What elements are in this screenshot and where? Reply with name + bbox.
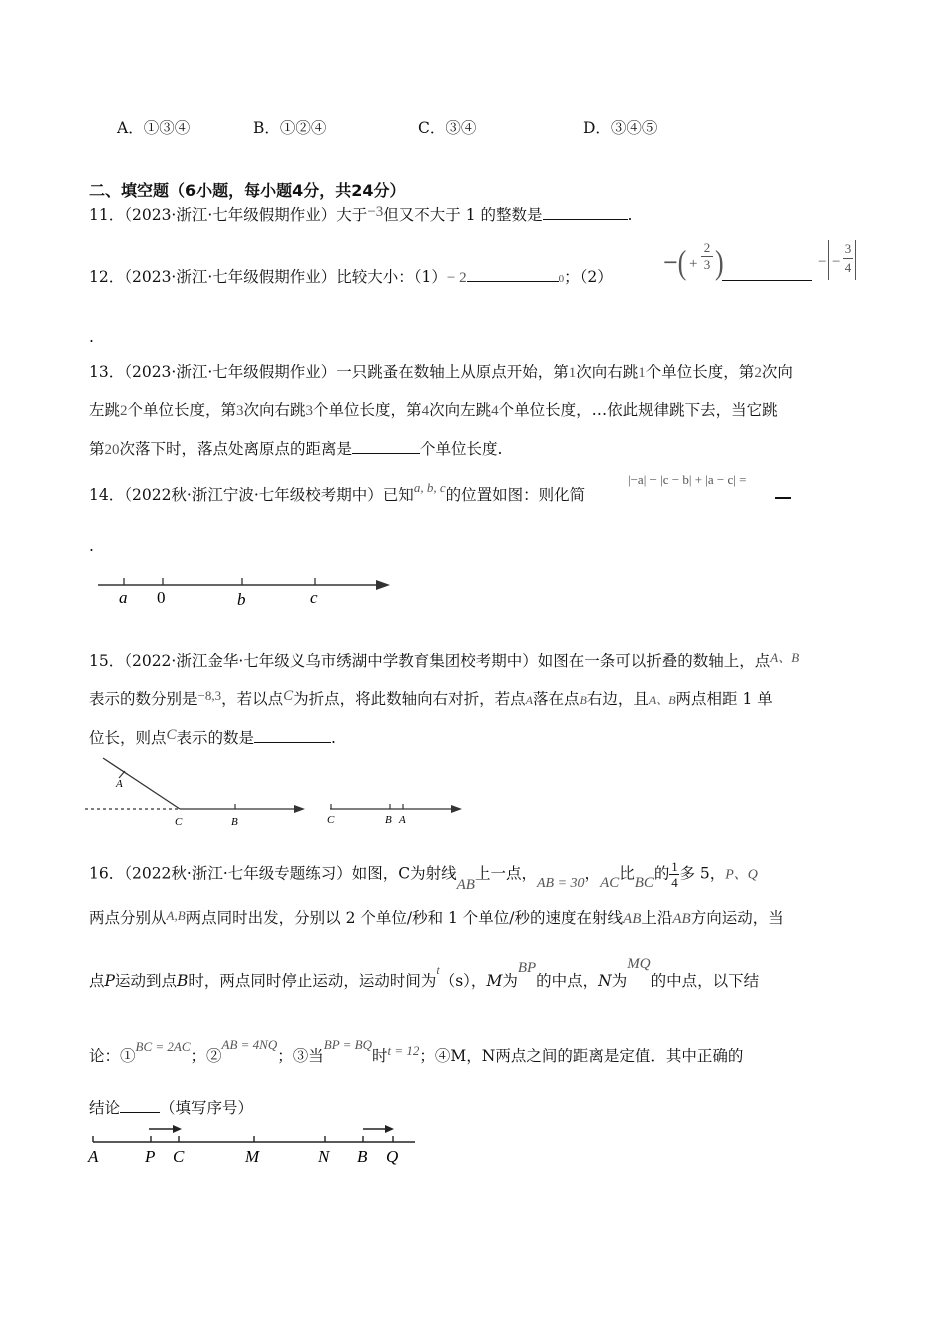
q12-fraction-2 bbox=[843, 240, 853, 277]
q12-fraction-1 bbox=[701, 240, 713, 273]
q13-line-1 bbox=[89, 362, 793, 383]
q15-l3a: 位长，则点 bbox=[89, 729, 167, 747]
q16-m11: t bbox=[436, 963, 440, 977]
q12-text-1: 比较大小：（1） bbox=[336, 268, 447, 286]
q13-l2d: 个单位长度，第 bbox=[313, 401, 422, 419]
q16-fig-label-b: B bbox=[357, 1147, 368, 1166]
q16-m3: AC bbox=[600, 874, 620, 891]
q13-n3: 2 bbox=[754, 365, 762, 381]
q16-l2b: 两点同时出发，分别以 2 个单位/秒和 1 个单位/秒的速度在射线 bbox=[185, 909, 624, 927]
q16-m19: t = 12 bbox=[387, 1043, 420, 1058]
q14-source: （2022秋·浙江宁波·七年级校考期中） bbox=[124, 486, 383, 504]
q16-l5a: 结论 bbox=[89, 1099, 121, 1117]
q13-l1c: 个单位长度，第 bbox=[645, 363, 755, 381]
q15-l1a: 15．（2022·浙江金华·七年级义乌市绣湖中学教育集团校考期中）如图在一条可以折叠的数轴上，点 bbox=[89, 652, 771, 670]
q14-answer-blank bbox=[775, 497, 791, 499]
q16-m16: BC = 2AC bbox=[135, 1039, 191, 1054]
q16-l2c: 上沿 bbox=[641, 909, 673, 927]
q15-fig1-label-a: A bbox=[116, 778, 123, 790]
question-12 bbox=[89, 265, 613, 289]
q16-l3d: （s）， bbox=[439, 972, 487, 990]
q15-line-2 bbox=[89, 689, 773, 710]
q15-l2a: 表示的数分别是 bbox=[89, 690, 198, 708]
q13-l2e: 次向左跳 bbox=[429, 401, 492, 419]
q11-num: 11． bbox=[89, 206, 125, 224]
q12-minus-2: − bbox=[832, 254, 841, 270]
q15-l2b: ，若以点 bbox=[221, 690, 284, 708]
q16-l4c: ；③当 bbox=[277, 1047, 324, 1065]
q16-line-3 bbox=[89, 956, 760, 992]
q14-label-a: a bbox=[119, 588, 128, 607]
q13-l2b: 个单位长度，第 bbox=[127, 401, 237, 419]
q15-m1: A、B bbox=[770, 650, 800, 665]
q16-m7: AB bbox=[623, 911, 642, 927]
q15-fig2-label-c: C bbox=[327, 814, 335, 826]
q16-m4: BC bbox=[634, 874, 654, 891]
q12-math-1: − 2 bbox=[446, 270, 467, 286]
q14-text-1: 已知 bbox=[382, 486, 414, 504]
q16-m6: A,B bbox=[166, 908, 186, 923]
q12-blank-2 bbox=[722, 280, 812, 281]
q16-fig-label-q: Q bbox=[386, 1147, 399, 1166]
q13-n4: 2 bbox=[120, 403, 128, 419]
q16-m8: AB bbox=[672, 911, 691, 927]
q13-l1b: 次向右跳 bbox=[576, 363, 639, 381]
q12-f2-numerator: 3 bbox=[844, 241, 852, 256]
option-b: B．①②④ bbox=[253, 119, 327, 137]
q16-l4b: ；② bbox=[190, 1047, 222, 1065]
q16-l5b: （填写序号） bbox=[160, 1099, 254, 1117]
q16-l3b: 运动到点 bbox=[114, 972, 177, 990]
q12-blank-1 bbox=[467, 265, 559, 282]
q16-l3e: 为 bbox=[502, 972, 518, 990]
q13-l2c: 次向右跳 bbox=[243, 401, 306, 419]
q16-l2d: 方向运动，当 bbox=[690, 909, 784, 927]
q16-fraction-num: 1 bbox=[671, 859, 678, 874]
q12-abs-right bbox=[855, 240, 856, 280]
q15-l2f: 两点相距 1 单 bbox=[675, 690, 773, 708]
q12-text-2: ；（2） bbox=[564, 268, 613, 286]
q12-plus: + bbox=[689, 256, 698, 272]
q14-label-b: b bbox=[237, 590, 246, 609]
q16-l1c: ， bbox=[584, 864, 601, 883]
q15-l3b: 表示的数是 bbox=[176, 729, 255, 747]
q16-l1e: 的 bbox=[653, 864, 670, 883]
q13-n9: 20 bbox=[104, 442, 120, 458]
q16-ray-figure bbox=[85, 1122, 425, 1172]
q16-l3c: 时，两点同时停止运动，运动时间为 bbox=[188, 972, 437, 990]
q14-math-1: a, b, c bbox=[413, 480, 446, 495]
q16-m10: B bbox=[176, 972, 189, 990]
q16-fig-label-m: M bbox=[245, 1147, 260, 1166]
q15-m2: −8,3 bbox=[197, 688, 222, 703]
q16-l3f: 的中点， bbox=[536, 972, 599, 990]
option-d: D．③④⑤ bbox=[583, 119, 658, 137]
q13-l3c: 个单位长度. bbox=[420, 440, 503, 458]
q16-m15: MQ bbox=[627, 956, 651, 972]
q12-f1-denominator: 3 bbox=[701, 256, 713, 273]
q13-l2a: 左跳 bbox=[89, 401, 121, 419]
q16-fig-label-a: A bbox=[88, 1147, 99, 1166]
q11-text-2: 但又不大于 1 的整数是 bbox=[383, 206, 543, 224]
q16-l1a: 16．（2022秋·浙江·七年级专题练习）如图，C为射线 bbox=[89, 864, 457, 883]
q15-m3: C bbox=[283, 688, 294, 704]
q13-l1d: 次向 bbox=[761, 363, 793, 381]
q15-m7: C bbox=[166, 727, 177, 743]
q13-l3a: 第 bbox=[89, 440, 105, 458]
q13-n6: 3 bbox=[305, 403, 314, 419]
q16-fraction-den: 4 bbox=[671, 875, 678, 890]
q12-math-2: 0 bbox=[558, 273, 565, 285]
q16-answer-blank bbox=[120, 1096, 160, 1113]
q16-l4e: ；④M，N两点之间的距离是定值．其中正确的 bbox=[419, 1047, 744, 1065]
q16-fraction bbox=[669, 859, 679, 890]
q13-line-2 bbox=[89, 400, 778, 421]
q15-m5: B bbox=[579, 693, 587, 707]
q15-answer-blank bbox=[254, 726, 331, 743]
q15-l2d: 落在点 bbox=[533, 690, 580, 708]
q13-n5: 3 bbox=[236, 403, 244, 419]
q13-n2: 1 bbox=[638, 365, 646, 381]
q16-l4d: 时 bbox=[372, 1047, 388, 1065]
q16-m18: BP = BQ bbox=[323, 1037, 373, 1052]
q16-fig-label-p: P bbox=[145, 1147, 156, 1166]
q16-line-1 bbox=[89, 859, 758, 893]
q14-text-2: 的位置如图：则化简 bbox=[445, 486, 586, 504]
q11-text-1: 大于 bbox=[336, 206, 368, 224]
q13-n7: 4 bbox=[421, 403, 430, 419]
q15-fig2-label-a: A bbox=[399, 814, 406, 826]
q16-m5: P、Q bbox=[725, 867, 758, 883]
q15-m4: A bbox=[525, 693, 533, 707]
q12-expr-close: ) bbox=[715, 243, 724, 282]
q12-f1-numerator: 2 bbox=[703, 240, 711, 255]
q14-label-c: c bbox=[310, 588, 318, 607]
q13-l2f: 个单位长度，…依此规律跳下去，当它跳 bbox=[498, 401, 778, 419]
q15-l2c: 为折点，将此数轴向右对折，若点 bbox=[293, 690, 526, 708]
question-11 bbox=[89, 203, 632, 226]
q15-fold-figure bbox=[85, 755, 475, 830]
q11-end: . bbox=[627, 206, 633, 224]
q13-l1a: 13．（2023·浙江·七年级假期作业）一只跳蚤在数轴上从原点开始，第 bbox=[89, 363, 569, 381]
option-c: C．③④ bbox=[418, 119, 477, 137]
q16-m12: M bbox=[486, 972, 503, 990]
q16-l2a: 两点分别从 bbox=[89, 909, 167, 927]
q12-end: . bbox=[89, 328, 94, 346]
q14-number-line bbox=[90, 570, 400, 610]
q16-line-2 bbox=[89, 908, 784, 929]
q15-line-1 bbox=[89, 651, 799, 672]
q14-expression: |−a| − |c − b| + |a − c| = bbox=[628, 472, 747, 487]
q13-n8: 4 bbox=[491, 403, 499, 419]
q15-fig1-label-c: C bbox=[175, 816, 183, 828]
q16-l1f: 多 5， bbox=[679, 864, 726, 883]
q12-minus: − bbox=[818, 254, 827, 270]
q16-m17: AB = 4NQ bbox=[221, 1037, 278, 1052]
q15-end: . bbox=[331, 729, 336, 747]
q12-expr-left: −( bbox=[663, 243, 687, 282]
question-14 bbox=[89, 480, 586, 506]
q12-source: （2023·浙江·七年级假期作业） bbox=[124, 268, 337, 286]
q16-l1b: 上一点， bbox=[474, 864, 537, 883]
q12-num: 12． bbox=[89, 268, 125, 286]
q16-l3a: 点 bbox=[89, 972, 105, 990]
q11-source: （2023·浙江·七年级假期作业） bbox=[124, 206, 337, 224]
q15-l2e: 右边，且 bbox=[586, 690, 649, 708]
q11-answer-blank bbox=[543, 203, 628, 220]
q12-abs-left bbox=[828, 240, 829, 280]
q14-label-0: 0 bbox=[157, 588, 166, 607]
q16-m14: N bbox=[598, 972, 612, 990]
option-a: A．①③④ bbox=[117, 119, 191, 137]
q16-fig-label-n: N bbox=[318, 1147, 330, 1166]
q15-line-3 bbox=[89, 726, 336, 749]
q13-l3b: 次落下时，落点处离原点的距离是 bbox=[119, 440, 353, 458]
q11-math-1: −3 bbox=[367, 204, 384, 220]
q14-end: . bbox=[89, 537, 94, 555]
q16-line-4 bbox=[89, 1037, 744, 1067]
q16-l3g: 为 bbox=[611, 972, 628, 990]
q15-m6: A、B bbox=[648, 693, 676, 707]
q12-f2-denominator: 4 bbox=[844, 260, 852, 275]
q16-m9: P bbox=[104, 972, 115, 990]
q16-l4a: 论：① bbox=[89, 1047, 136, 1065]
q15-fig2-label-b: B bbox=[385, 814, 392, 826]
q16-m2: AB = 30 bbox=[536, 875, 585, 891]
q13-line-3 bbox=[89, 437, 502, 460]
q16-m1: AB bbox=[456, 876, 475, 893]
q13-answer-blank bbox=[352, 437, 420, 454]
q13-n1: 1 bbox=[568, 365, 577, 381]
q16-fig-label-c: C bbox=[173, 1147, 185, 1166]
q14-num: 14． bbox=[89, 486, 125, 504]
q16-l3h: 的中点，以下结 bbox=[650, 972, 760, 990]
q16-l1d: 比 bbox=[619, 864, 635, 883]
q16-line-5 bbox=[89, 1096, 253, 1118]
q16-m13: BP bbox=[517, 960, 537, 976]
q15-fig1-label-b: B bbox=[231, 816, 238, 828]
section-title: 二、填空题（6小题，每小题4分，共24分） bbox=[89, 181, 406, 200]
